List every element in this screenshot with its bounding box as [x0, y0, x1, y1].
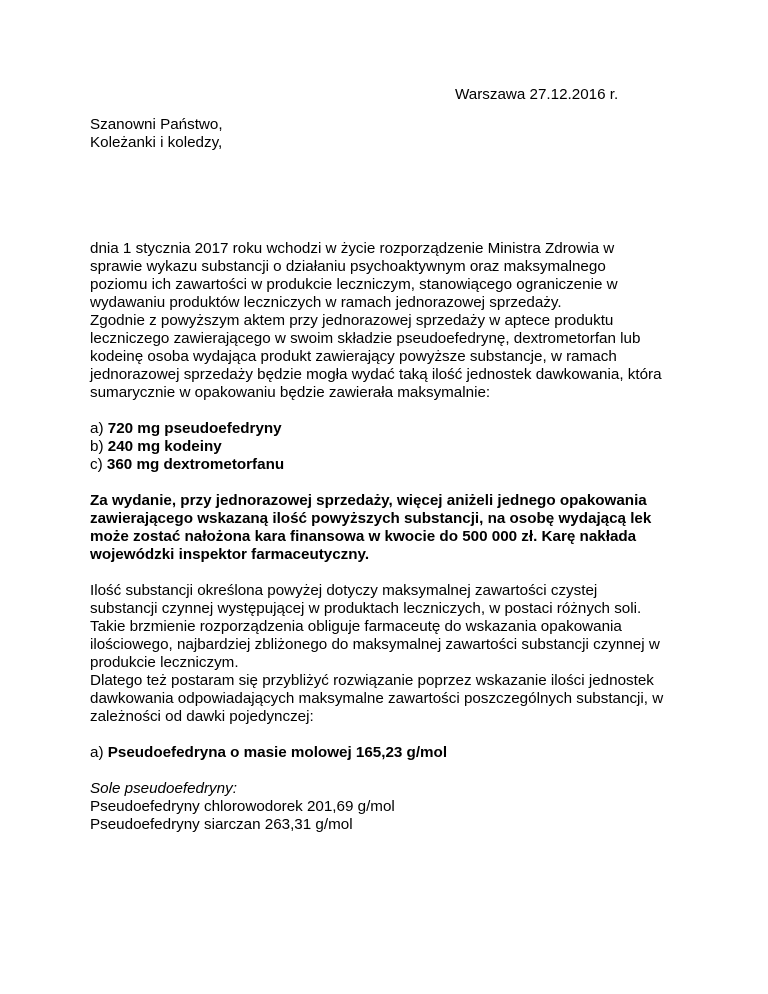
salts-block — [90, 780, 690, 834]
text-line: Dlatego też postaram się przybliżyć rozwiązanie poprzez wskazanie ilości jednostek — [90, 672, 654, 689]
list-item — [90, 438, 690, 456]
text-line: Zgodnie z powyższym aktem przy jednorazowej sprzedaży w aptece produktu — [90, 312, 614, 329]
text-line: Za wydanie, przy jednorazowej sprzedaży, więcej aniżeli jednego opakowania — [90, 492, 647, 509]
text-line: sumarycznie w opakowaniu będzie zawierała maksymalnie: — [90, 384, 491, 401]
list-marker: b) — [90, 438, 104, 455]
warning-paragraph — [90, 492, 690, 564]
intro-paragraph — [90, 240, 690, 402]
text-line: wojewódzki inspektor farmaceutyczny. — [90, 546, 370, 563]
text-line: jednorazowej sprzedaży będzie mogła wydać taką ilość jednostek dawkowania, która — [90, 366, 662, 383]
text-line: sprawie wykazu substancji o działaniu psychoaktywnym oraz maksymalnego — [90, 258, 606, 275]
limit-value: 240 mg kodeiny — [107, 438, 222, 455]
text-line: Takie brzmienie rozporządzenia obliguje farmaceutę do wskazania opakowania — [90, 618, 622, 635]
text-line: leczniczego zawierającego w swoim składzie pseudoefedrynę, dextrometorfan lub — [90, 330, 641, 347]
section-heading — [90, 744, 690, 762]
text-line: substancji czynnej występującej w produktach leczniczych, w postaci różnych soli. — [90, 600, 642, 617]
salutation — [90, 116, 223, 152]
section-title: Pseudoefedryna o masie molowej 165,23 g/mol — [107, 744, 448, 761]
list-item — [90, 456, 690, 474]
text-line: wydawaniu produktów leczniczych w ramach jednorazowej sprzedaży. — [90, 294, 562, 311]
salutation-line: Koleżanki i koledzy, — [90, 134, 223, 151]
salutation-line: Szanowni Państwo, — [90, 116, 223, 133]
text-line: produkcie leczniczym. — [90, 654, 239, 671]
limits-list — [90, 420, 690, 474]
list-marker: a) — [90, 420, 104, 437]
text-line: Ilość substancji określona powyżej dotyczy maksymalnej zawartości czystej — [90, 582, 598, 599]
letter-date: Warszawa 27.12.2016 r. — [455, 86, 619, 103]
list-item — [90, 420, 690, 438]
text-line: kodeinę osoba wydająca produkt zawierający powyższe substancje, w ramach — [90, 348, 617, 365]
limit-value: 720 mg pseudoefedryny — [107, 420, 282, 437]
explanation-paragraph — [90, 582, 690, 726]
text-line: zawierającego wskazaną ilość powyższych substancji, na osobę wydającą lek — [90, 510, 652, 527]
limit-value: 360 mg dextrometorfanu — [106, 456, 285, 473]
text-line: dawkowania odpowiadających maksymalne zawartości poszczególnych substancji, w — [90, 690, 664, 707]
text-line: zależności od dawki pojedynczej: — [90, 708, 314, 725]
text-line: może zostać nałożona kara finansowa w kwocie do 500 000 zł. Karę nakłada — [90, 528, 637, 545]
text-line: dnia 1 stycznia 2017 roku wchodzi w życie rozporządzenie Ministra Zdrowia w — [90, 240, 615, 257]
text-line: ilościowego, najbardziej zbliżonego do maksymalnej zawartości substancji czynnej w — [90, 636, 660, 653]
list-marker: a) — [90, 744, 104, 761]
salts-heading: Sole pseudoefedryny: — [90, 780, 237, 797]
list-marker: c) — [90, 456, 103, 473]
text-line: poziomu ich zawartości w produkcie leczniczym, stanowiącego ograniczenie w — [90, 276, 618, 293]
salt-item: Pseudoefedryny siarczan 263,31 g/mol — [90, 816, 353, 833]
salt-item: Pseudoefedryny chlorowodorek 201,69 g/mol — [90, 798, 395, 815]
letter-body — [90, 240, 690, 834]
